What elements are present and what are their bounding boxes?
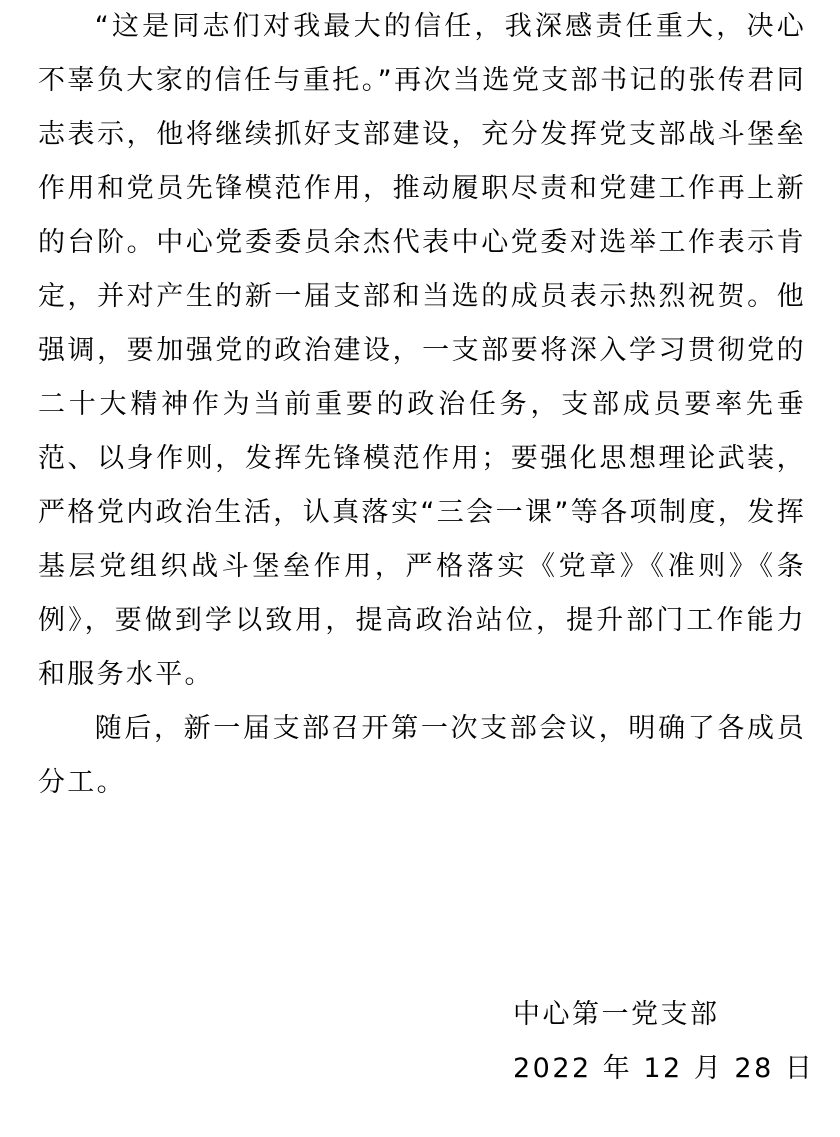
signature-block [513, 988, 814, 1096]
document-body [38, 0, 806, 810]
paragraph-1: “这是同志们对我最大的信任，我深感责任重大，决心不辜负大家的信任与重托。”再次当选党支部书记的张传君同志表示，他将继续抓好支部建设，充分发挥党支部战斗堡垒作用和党员先锋模范作用，推动履职尽责和党建工作再上新的台阶。中心党委委员余杰代表中心党委对选举工作表示肯定，并对产生的新一届支部和当选的成员表示热烈祝贺。他强调，要加强党的政治建设，一支部要将深入学习贯彻党的二十大精神作为当前重要的政治任务，支部成员要率先垂范、以身作则，发挥先锋模范作用；要强化思想理论武装，严格党内政治生活，认真落实“三会一课”等各项制度，发挥基层党组织战斗堡垒作用，严格落实《党章》《准则》《条例》，要做到学以致用，提高政治站位，提升部门工作能力和服务水平。 [38, 11, 806, 690]
paragraph-2: 随后，新一届支部召开第一次支部会议，明确了各成员分工。 [38, 713, 806, 798]
signature-org: 中心第一党支部 [513, 999, 720, 1030]
signature-date: 2022 年 12 月 28 日 [513, 1053, 815, 1084]
